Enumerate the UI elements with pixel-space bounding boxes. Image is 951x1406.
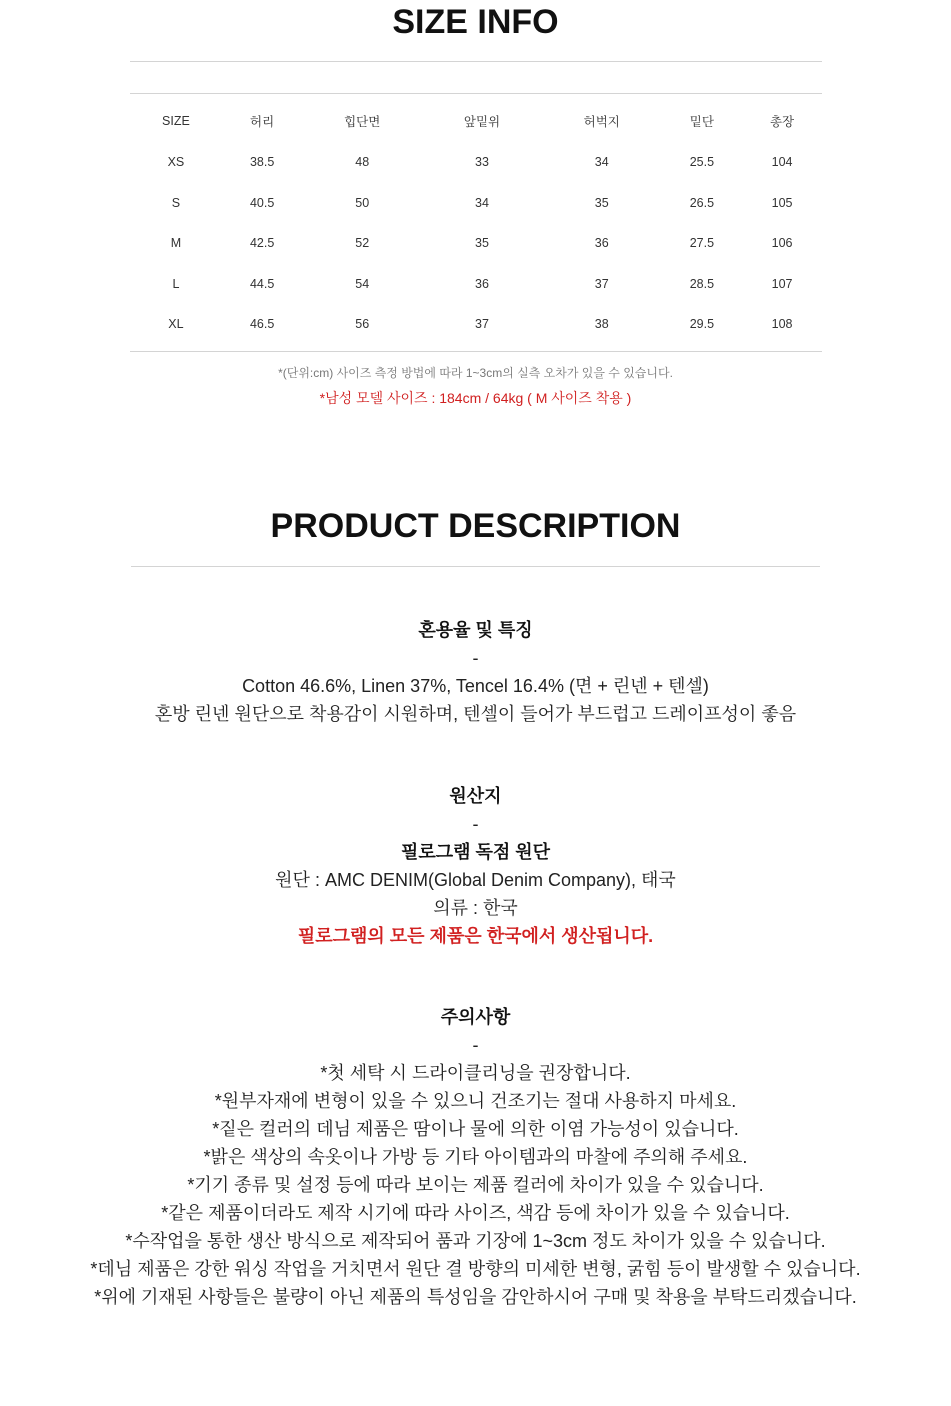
caution-item: *데님 제품은 강한 워싱 작업을 거치면서 원단 결 방향의 미세한 변형, 굵힘 등이 발생할 수 있습니다. bbox=[90, 1259, 861, 1279]
table-cell: 46.5 bbox=[249, 317, 275, 332]
table-cell: 26.5 bbox=[689, 195, 715, 210]
table-cell: 37 bbox=[475, 317, 489, 332]
origin-section bbox=[0, 782, 951, 950]
size-table-bottom-border bbox=[130, 351, 822, 352]
size-header-size: SIZE bbox=[162, 114, 190, 128]
made-in-korea-note: 필로그램의 모든 제품은 한국에서 생산됩니다. bbox=[297, 926, 654, 946]
table-cell: 33 bbox=[475, 155, 489, 170]
table-cell: 104 bbox=[771, 155, 793, 170]
origin-heading: 원산지 bbox=[449, 786, 502, 806]
table-row bbox=[130, 223, 822, 264]
table-cell: 42.5 bbox=[249, 236, 275, 251]
table-cell: 56 bbox=[355, 317, 370, 332]
table-row bbox=[130, 142, 822, 183]
table-cell: 108 bbox=[771, 317, 793, 332]
caution-item: *첫 세탁 시 드라이클리닝을 권장합니다. bbox=[320, 1063, 631, 1083]
size-header-hem: 밑단 bbox=[689, 115, 714, 129]
table-cell: XS bbox=[167, 155, 185, 170]
table-row bbox=[130, 304, 822, 345]
composition-line: Cotton 46.6%, Linen 37%, Tencel 16.4% (면 + 린넨 + 텐셀) bbox=[242, 676, 709, 696]
size-table bbox=[130, 100, 822, 345]
table-cell: 34 bbox=[594, 155, 609, 170]
composition-section bbox=[0, 616, 951, 728]
table-cell: 37 bbox=[594, 276, 609, 291]
size-header-hip: 힙단면 bbox=[344, 115, 381, 129]
table-cell: 48 bbox=[355, 155, 370, 170]
table-cell: 107 bbox=[771, 276, 793, 291]
composition-feature-line: 혼방 린넨 원단으로 착용감이 시원하며, 텐셀이 들어가 부드럽고 드레이프성이 좋음 bbox=[154, 704, 797, 724]
caution-item: *짙은 컬러의 데님 제품은 땀이나 물에 의한 이염 가능성이 있습니다. bbox=[212, 1119, 739, 1139]
size-header-front-rise: 앞밑위 bbox=[463, 115, 501, 129]
table-cell: S bbox=[171, 195, 181, 210]
model-size-note: *남성 모델 사이즈 : 184cm / 64kg ( M 사이즈 착용 ) bbox=[319, 390, 632, 406]
table-cell: 38.5 bbox=[249, 155, 275, 170]
table-cell: 34 bbox=[475, 195, 489, 210]
size-info-top-divider bbox=[130, 61, 822, 62]
table-cell: 44.5 bbox=[249, 276, 275, 291]
table-cell: 36 bbox=[475, 276, 489, 291]
section-dash: - bbox=[472, 1035, 479, 1055]
table-cell: 38 bbox=[594, 317, 609, 332]
caution-item: *같은 제품이더라도 제작 시기에 따라 사이즈, 색감 등에 차이가 있을 수 있습니다. bbox=[161, 1203, 790, 1223]
table-cell: 52 bbox=[355, 236, 370, 251]
table-row bbox=[130, 183, 822, 224]
clothing-origin: 의류 : 한국 bbox=[433, 898, 518, 918]
composition-heading: 혼용율 및 특징 bbox=[418, 620, 533, 640]
size-header-waist: 허리 bbox=[250, 115, 275, 129]
caution-item: *원부자재에 변형이 있을 수 있으니 건조기는 절대 사용하지 마세요. bbox=[214, 1091, 737, 1111]
table-cell: L bbox=[172, 276, 180, 291]
caution-item: *기기 종류 및 설정 등에 따라 보이는 제품 컬러에 차이가 있을 수 있습니다. bbox=[187, 1175, 764, 1195]
table-cell: 27.5 bbox=[689, 236, 715, 251]
table-cell: 29.5 bbox=[689, 317, 715, 332]
product-description-title: PRODUCT DESCRIPTION bbox=[270, 507, 681, 545]
section-dash: - bbox=[472, 814, 479, 834]
fabric-origin: 원단 : AMC DENIM(Global Denim Company), 태국 bbox=[275, 870, 676, 890]
table-cell: 35 bbox=[475, 236, 489, 251]
caution-item: *수작업을 통한 생산 방식으로 제작되어 품과 기장에 1~3cm 정도 차이가 있을 수 있습니다. bbox=[125, 1231, 826, 1251]
section-dash: - bbox=[472, 648, 479, 668]
table-cell: 25.5 bbox=[689, 155, 715, 170]
caution-item: *밝은 색상의 속옷이나 가방 등 기타 아이템과의 마찰에 주의해 주세요. bbox=[203, 1147, 748, 1167]
caution-section bbox=[0, 1003, 951, 1311]
product-description-divider bbox=[131, 566, 820, 567]
table-cell: XL bbox=[168, 317, 184, 332]
table-cell: 105 bbox=[771, 195, 793, 210]
table-cell: 35 bbox=[594, 195, 609, 210]
table-cell: 36 bbox=[594, 236, 609, 251]
size-header-thigh: 허벅지 bbox=[583, 115, 620, 129]
table-cell: 50 bbox=[355, 195, 370, 210]
table-cell: 54 bbox=[355, 276, 370, 291]
size-table-header-row bbox=[130, 100, 822, 142]
table-row bbox=[130, 264, 822, 305]
size-table-top-border bbox=[130, 93, 822, 94]
caution-heading: 주의사항 bbox=[440, 1007, 511, 1027]
size-header-length: 총장 bbox=[769, 115, 795, 129]
size-unit-note: *(단위:cm) 사이즈 측정 방법에 따라 1~3cm의 실측 오차가 있을 수 있습니다. bbox=[278, 366, 673, 380]
table-cell: M bbox=[170, 236, 182, 251]
table-cell: 40.5 bbox=[249, 195, 275, 210]
size-info-title: SIZE INFO bbox=[392, 3, 559, 41]
origin-subheading: 필로그램 독점 원단 bbox=[400, 842, 551, 862]
table-cell: 106 bbox=[771, 236, 793, 251]
caution-item: *위에 기재된 사항들은 불량이 아닌 제품의 특성임을 감안하시어 구매 및 착용을 부탁드리겠습니다. bbox=[94, 1287, 857, 1307]
table-cell: 28.5 bbox=[689, 276, 715, 291]
